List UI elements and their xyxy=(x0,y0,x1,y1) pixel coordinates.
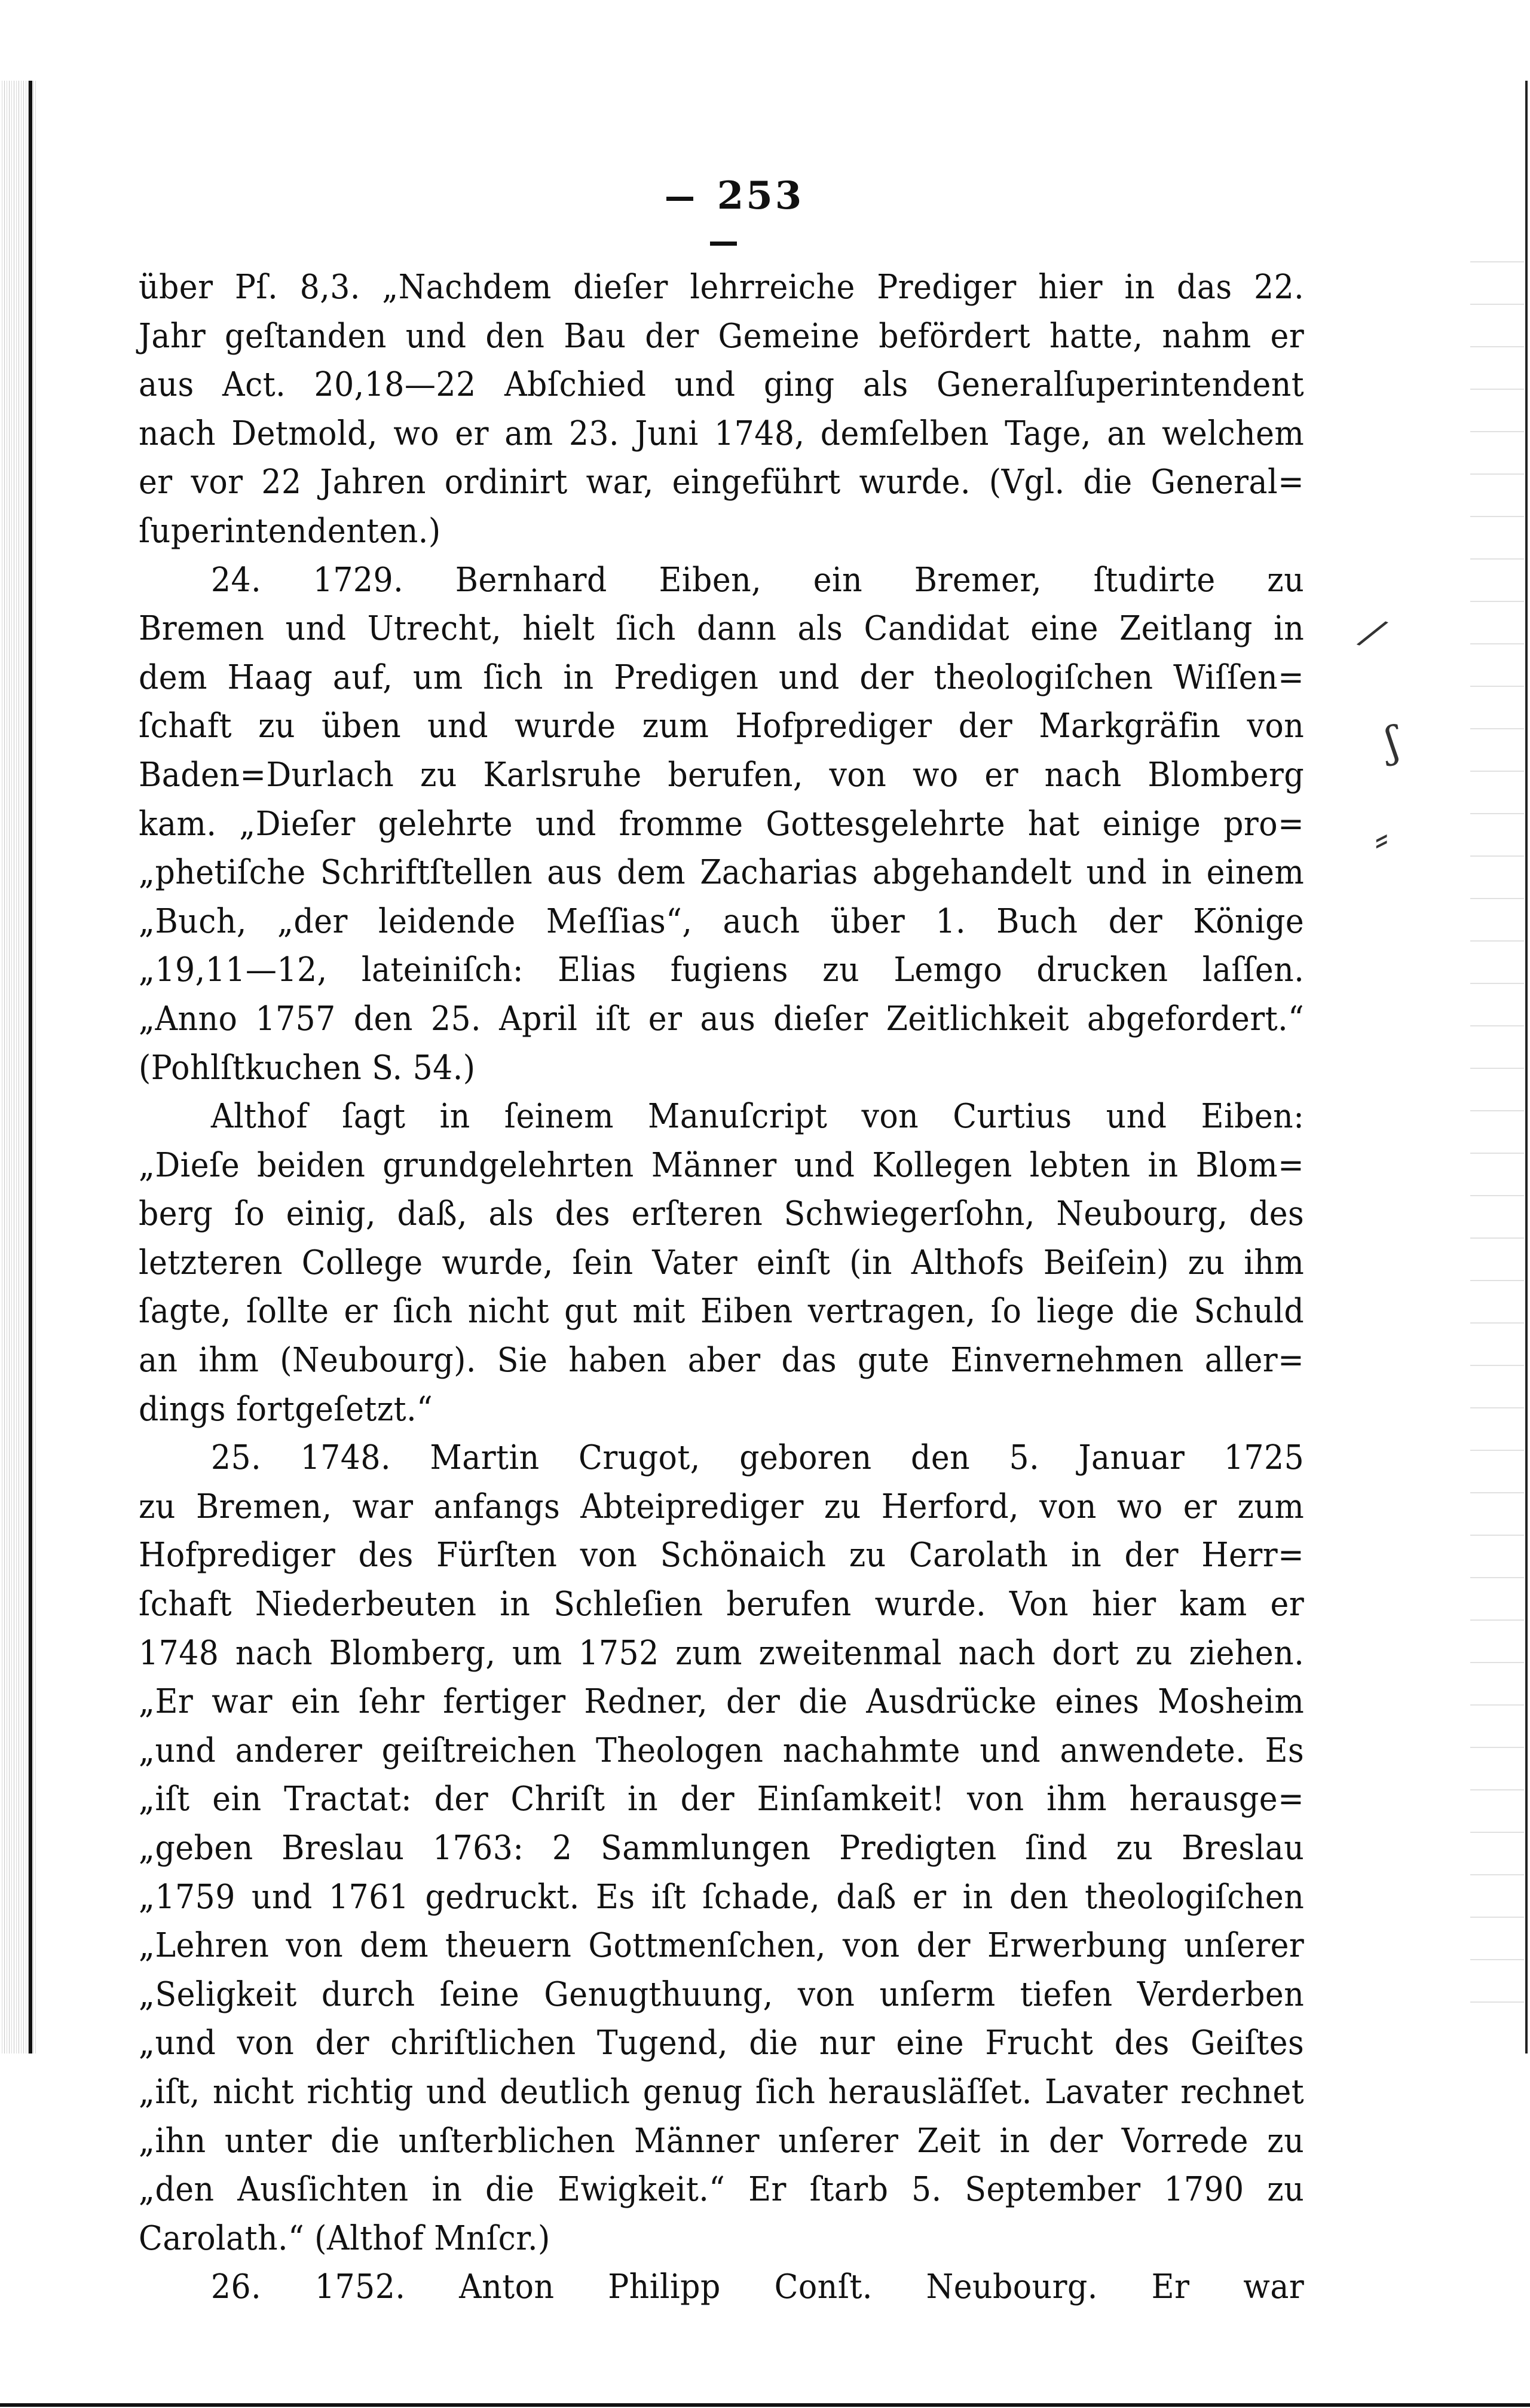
text-line: „19,11—12, lateiniſch: Elias fugiens zu Lemgo drucken laſſen. xyxy=(139,951,1305,990)
text-line: „Lehren von dem theuern Gottmenſchen, von der Erwerbung unſerer xyxy=(139,1926,1305,1966)
text-line: „Er war ein ſehr fertiger Redner, der die Ausdrücke eines Mosheim xyxy=(139,1682,1305,1722)
text-line: (Pohlſtkuchen S. 54.) xyxy=(139,1048,476,1087)
text-line: „1759 und 1761 gedruckt. Es iſt ſchade, daß er in den theologiſchen xyxy=(139,1877,1305,1917)
text-line: Hofprediger des Fürſten von Schönaich zu Carolath in der Herr= xyxy=(139,1536,1305,1575)
text-line: er vor 22 Jahren ordinirt war, eingeführt wurde. (Vgl. die General= xyxy=(139,463,1305,502)
scan-bottom-edge xyxy=(0,2403,1530,2407)
dash-right xyxy=(710,242,737,246)
page-number: 253 xyxy=(717,173,804,218)
text-line: 26. 1752. Anton Philipp Conſt. Neubourg. Er war xyxy=(210,2268,1305,2307)
margin-mark: ⸗ xyxy=(1375,813,1389,862)
text-line: Bremen und Utrecht, hielt ſich dann als Candidat eine Zeitlang in xyxy=(139,609,1305,649)
text-line: nach Detmold, wo er am 23. Juni 1748, demſelben Tage, an welchem xyxy=(139,414,1305,453)
text-line: 1748 nach Blomberg, um 1752 zum zweitenmal nach dort zu ziehen. xyxy=(139,1633,1305,1673)
text-line: „und von der chriſtlichen Tugend, die nur eine Frucht des Geiſtes xyxy=(139,2024,1305,2063)
text-line: 24. 1729. Bernhard Eiben, ein Bremer, ſtudirte zu xyxy=(210,560,1305,600)
text-line: ſagte, ſollte er ſich nicht gut mit Eiben vertragen, ſo liege die Schuld xyxy=(139,1292,1305,1331)
text-line: Jahr geſtanden und den Bau der Gemeine befördert hatte, nahm er xyxy=(139,316,1305,356)
text-line: kam. „Dieſer gelehrte und fromme Gottesgelehrte hat einige pro= xyxy=(139,804,1305,844)
body-text xyxy=(139,263,1304,2312)
text-line: „Seligkeit durch ſeine Genugthuung, von unſerm tiefen Verderben xyxy=(139,1975,1305,2014)
text-line: zu Bremen, war anfangs Abteiprediger zu Herford, von wo er zum xyxy=(139,1487,1305,1526)
text-line: „Dieſe beiden grundgelehrten Männer und Kollegen lebten in Blom= xyxy=(139,1145,1305,1185)
dash-left xyxy=(666,197,693,201)
text-line: letzteren College wurde, ſein Vater einſt (in Althofs Beiſein) zu ihm xyxy=(139,1243,1305,1282)
text-line: Althof ſagt in ſeinem Manuſcript von Curtius und Eiben: xyxy=(210,1097,1305,1136)
text-line: dem Haag auf, um ſich in Predigen und der theologiſchen Wiſſen= xyxy=(139,658,1305,697)
scan-speckle-right xyxy=(1470,239,1524,2033)
text-line: ſuperintendenten.) xyxy=(139,511,441,551)
text-line: dings fortgeſetzt.“ xyxy=(139,1389,433,1429)
text-line: ſchaft zu üben und wurde zum Hofprediger der Markgräfin von xyxy=(139,707,1305,746)
margin-mark: ʃ xyxy=(1382,716,1402,768)
text-line: berg ſo einig, daß, als des erſteren Schwiegerſohn, Neubourg, des xyxy=(139,1194,1305,1234)
text-line: aus Act. 20,18—22 Abſchied und ging als Generalſuperintendent xyxy=(139,365,1305,405)
text-line: Baden=Durlach zu Karlsruhe berufen, von wo er nach Blomberg xyxy=(139,755,1305,794)
text-line: an ihm (Neubourg). Sie haben aber das gute Einvernehmen aller= xyxy=(139,1341,1305,1380)
margin-mark: ⁄ xyxy=(1360,610,1384,659)
text-line: „iſt ein Tractat: der Chriſt in der Einſamkeit! von ihm herausge= xyxy=(139,1780,1305,1819)
page-number-header xyxy=(610,173,837,263)
text-line: über Pſ. 8,3. „Nachdem dieſer lehrreiche Prediger hier in das 22. xyxy=(139,268,1305,307)
text-line: Carolath.“ (Althof Mnſcr.) xyxy=(139,2218,550,2258)
text-line: „ihn unter die unſterblichen Männer unſerer Zeit in der Vorrede zu xyxy=(139,2121,1305,2161)
page-border-right xyxy=(1525,81,1528,2053)
text-line: 25. 1748. Martin Crugot, geboren den 5. Januar 1725 xyxy=(210,1438,1305,1478)
handwritten-margin-marks xyxy=(1345,586,1452,885)
text-line: ſchaft Niederbeuten in Schleſien berufen wurde. Von hier kam er xyxy=(139,1585,1305,1624)
text-line: „phetiſche Schriftſtellen aus dem Zacharias abgehandelt und in einem xyxy=(139,853,1305,893)
text-line: „Anno 1757 den 25. April iſt er aus dieſer Zeitlichkeit abgefordert.“ xyxy=(139,999,1305,1038)
text-line: „iſt, nicht richtig und deutlich genug ſich herausläſſet. Lavater rechnet xyxy=(139,2072,1305,2111)
text-line: „den Ausſichten in die Ewigkeit.“ Er ſtarb 5. September 1790 zu xyxy=(139,2170,1305,2210)
text-line: „und anderer geiſtreichen Theologen nachahmte und anwendete. Es xyxy=(139,1731,1305,1770)
text-line: „Buch, „der leidende Meſſias“, auch über 1. Buch der Könige xyxy=(139,902,1305,941)
text-line: „geben Breslau 1763: 2 Sammlungen Predigten ſind zu Breslau xyxy=(139,1829,1305,1868)
page-border-left xyxy=(29,81,32,2053)
